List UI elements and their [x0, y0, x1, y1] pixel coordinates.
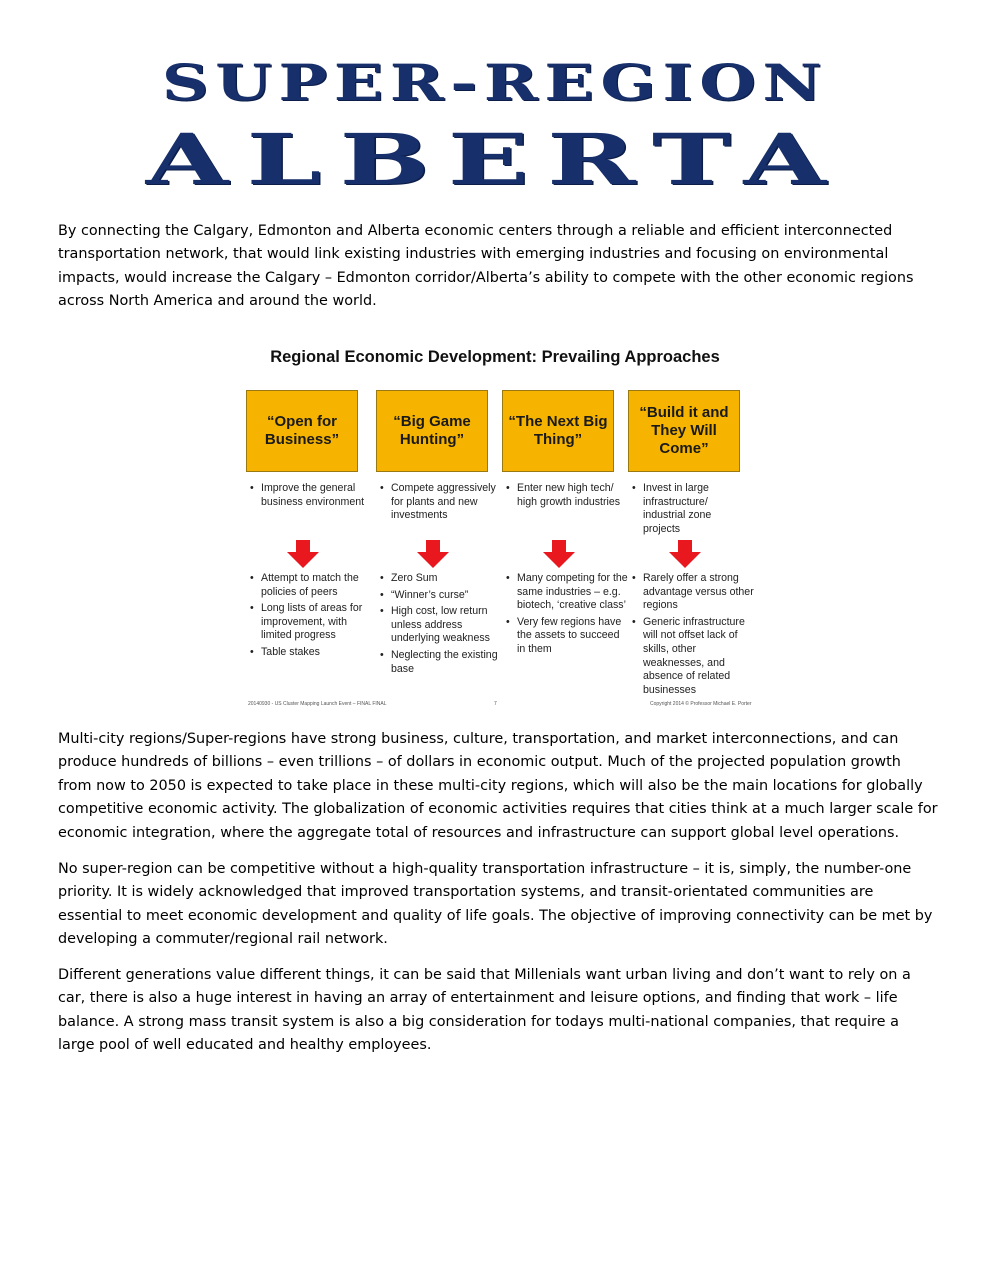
approach-column-2 — [376, 390, 498, 710]
approach-heading: “Big Game Hunting” — [376, 390, 488, 472]
approach-heading: “Build it and They Will Come” — [628, 390, 740, 472]
approach-heading: “The Next Big Thing” — [502, 390, 614, 472]
approach-column-1 — [246, 390, 364, 710]
approach-description-list — [506, 482, 624, 512]
list-item: • Attempt to match the policies of peers — [250, 572, 374, 599]
super-regions-paragraph: Multi-city regions/Super-regions have strong business, culture, transportation, and market interconnections, and can produce hundreds of billions – even trillions – of dollars in economic output. Much of the projected population growth from now to 2050 is expected to take place in these multi-city regions, which will also be the main locations for globally competitive economic activity. The globalization of economic activities requires that cities think at a much larger scale for economic integration, where the aggregate total of resources and infrastructure can support global level operations. — [58, 731, 938, 841]
down-arrow-icon — [416, 540, 450, 568]
down-arrow-icon — [668, 540, 702, 568]
list-item: • Many competing for the same industries – e.g. biotech, ‘creative class’ — [506, 572, 630, 613]
generations-paragraph: Different generations value different things, it can be said that Millenials want urban living and don’t want to rely on a car, there is also a huge interest in having an array of entertainment and leisure options, and finding that work – life balance. A strong mass transit system is also a big consideration for todays multi-national companies, that require a large pool of well educated and healthy employees. — [58, 967, 911, 1054]
list-item: • “Winner’s curse” — [380, 589, 504, 603]
list-item: • Zero Sum — [380, 572, 504, 586]
figure-footer-copyright: Copyright 2014 © Professor Michael E. Porter — [650, 701, 752, 707]
approach-description-list — [380, 482, 498, 526]
list-item: • Rarely offer a strong advantage versus other regions — [632, 572, 756, 613]
approach-outcome-list — [380, 572, 504, 679]
list-item: • Enter new high tech/ high growth industries — [506, 482, 624, 509]
figure-footer-page: 7 — [494, 701, 497, 707]
approach-description-list — [632, 482, 750, 539]
list-item: • Compete aggressively for plants and new investments — [380, 482, 498, 523]
approach-description-list — [250, 482, 368, 512]
approach-outcome-list — [250, 572, 374, 663]
list-item: • High cost, low return unless address underlying weakness — [380, 605, 504, 646]
approach-column-3 — [502, 390, 628, 710]
title-super-region: SUPER-REGION — [161, 53, 829, 112]
approaches-figure — [240, 340, 754, 712]
list-item: • Improve the general business environment — [250, 482, 368, 509]
figure-footer-source: 20140930 - US Cluster Mapping Launch Event – FINAL FINAL — [248, 701, 387, 707]
list-item: • Table stakes — [250, 646, 374, 660]
approach-outcome-list — [632, 572, 756, 700]
approach-outcome-list — [506, 572, 630, 660]
list-item: • Very few regions have the assets to succeed in them — [506, 616, 630, 657]
list-item: • Long lists of areas for improvement, with limited progress — [250, 602, 374, 643]
approach-column-4 — [628, 390, 754, 710]
transportation-paragraph: No super-region can be competitive without a high-quality transportation infrastructure – it is, simply, the number-one priority. It is widely acknowledged that improved transportation systems, and transit-orientated communities are essential to meet economic development and quality of life goals. The objective of improving connectivity can be met by developing a commuter/regional rail network. — [58, 861, 933, 948]
list-item: • Generic infrastructure will not offset lack of skills, other weaknesses, and absence of related businesses — [632, 616, 756, 698]
approach-heading: “Open for Business” — [246, 390, 358, 472]
down-arrow-icon — [542, 540, 576, 568]
list-item: • Invest in large infrastructure/ industrial zone projects — [632, 482, 750, 536]
list-item: • Neglecting the existing base — [380, 649, 504, 676]
down-arrow-icon — [286, 540, 320, 568]
title-alberta: ALBERTA — [145, 118, 845, 201]
intro-paragraph: By connecting the Calgary, Edmonton and Alberta economic centers through a reliable and efficient interconnected transportation network, that would link existing industries with emerging industries and focusing on environmental impacts, would increase the Calgary – Edmonton corridor/Alberta’s ability to compete with the other economic regions across North America and around the world. — [58, 223, 914, 310]
figure-title: Regional Economic Development: Prevailing Approaches — [270, 348, 720, 366]
